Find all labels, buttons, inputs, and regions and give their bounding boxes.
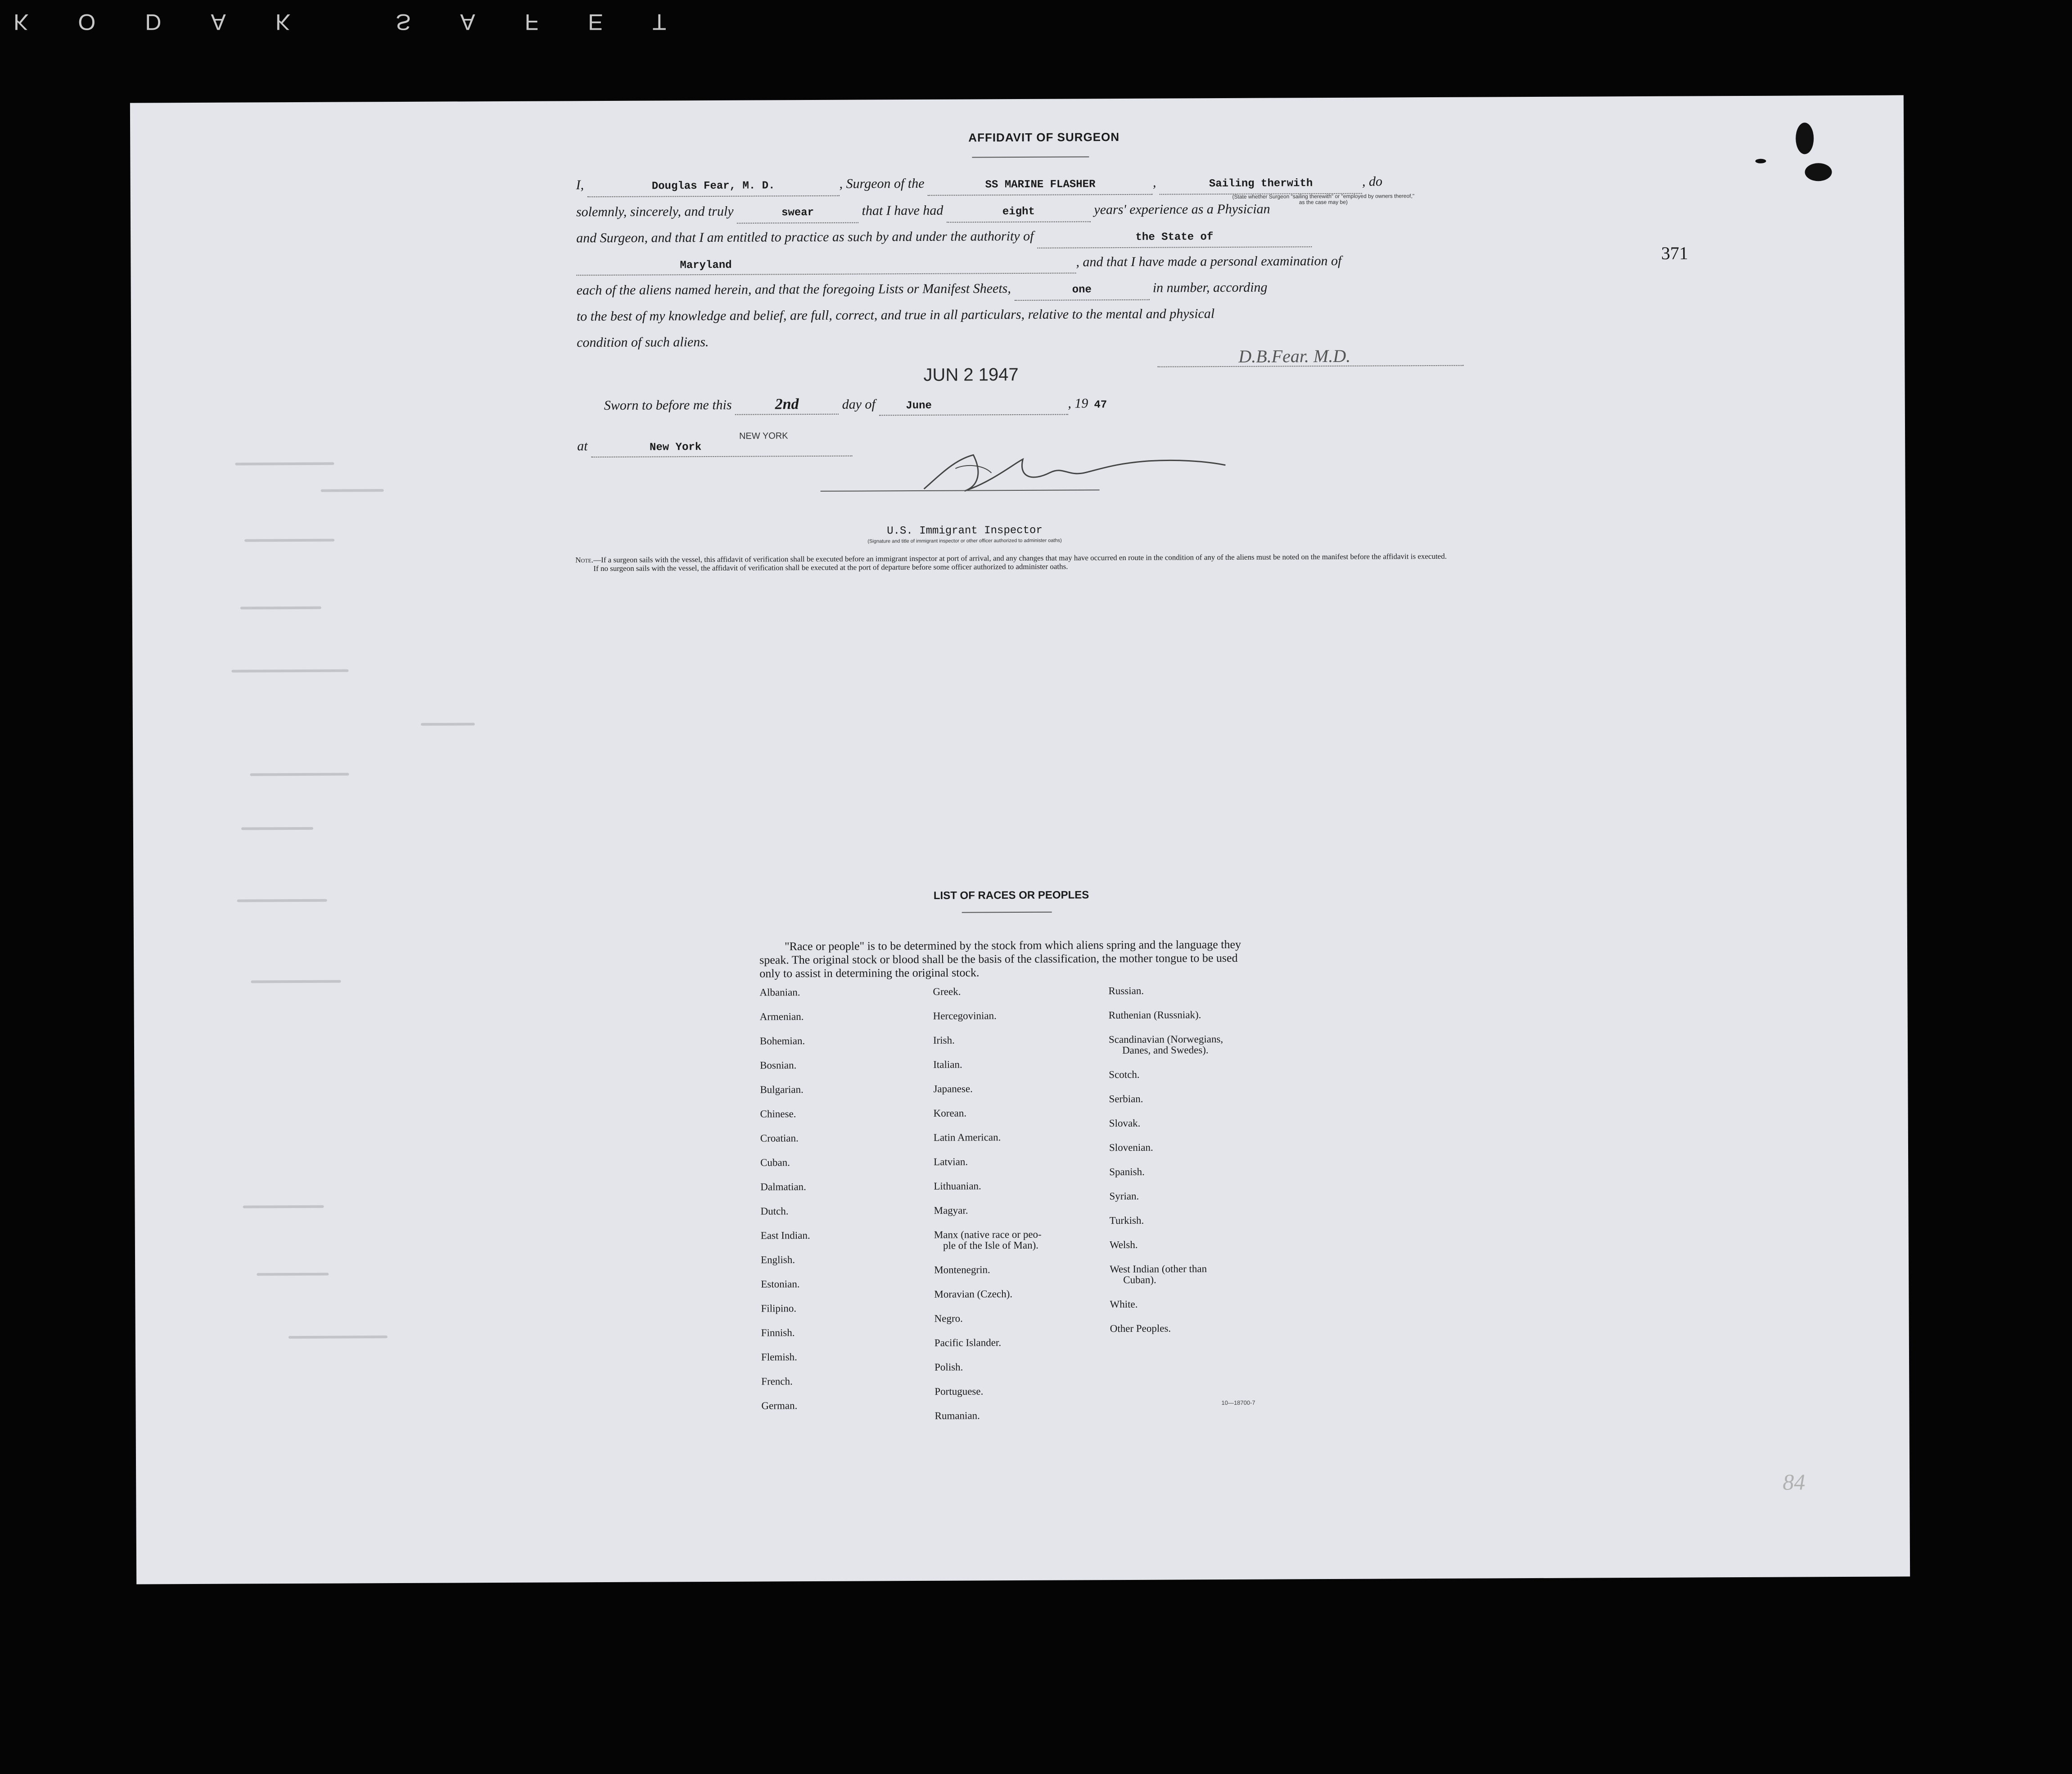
affidavit-line-4 — [576, 253, 1476, 276]
film-edge-marking: KODAK SAFET — [14, 9, 716, 35]
race-item: Scotch. — [1109, 1068, 1140, 1081]
bleed-through-mark — [241, 827, 313, 830]
surgeon-signature: D.B.Fear. M.D. — [1238, 345, 1351, 367]
affidavit-word: day of — [842, 397, 876, 412]
race-item: Pacific Islander. — [934, 1337, 1002, 1349]
sheets-count-field: one — [1014, 283, 1149, 301]
sailing-status-caption: (State whether Surgeon "sailing therewith" or "employed by owners thereof," as the case may be) — [1232, 193, 1415, 206]
race-item: Other Peoples. — [1110, 1322, 1171, 1335]
affidavit-line-3 — [576, 227, 1476, 251]
race-item: Chinese. — [760, 1108, 796, 1120]
race-item: Polish. — [934, 1361, 963, 1373]
race-item: Flemish. — [761, 1351, 797, 1363]
race-item: Filipino. — [761, 1303, 797, 1314]
race-item: Bulgarian. — [760, 1084, 804, 1095]
affidavit-word: I, — [576, 177, 584, 193]
race-item: Hercegovinian. — [933, 1010, 997, 1022]
note-text-2: If no surgeon sails with the vessel, the affidavit of verification shall be executed at the port of departure before some officer authorized to administer oaths. — [593, 562, 1068, 573]
race-item: Cuban. — [760, 1157, 790, 1168]
sworn-place-field: New York — [591, 440, 852, 458]
race-item: Greek. — [933, 986, 961, 997]
sworn-month-field: June — [879, 399, 1068, 416]
race-item: Moravian (Czech). — [934, 1288, 1013, 1300]
inspector-caption: (Signature and title of immigrant inspector or other officer authorized to administer oaths) — [867, 538, 1062, 544]
race-item: English. — [761, 1254, 795, 1266]
affidavit-note — [575, 552, 1480, 573]
race-item: Manx (native race or peo- — [934, 1228, 1042, 1240]
bleed-through-mark — [321, 489, 384, 492]
race-item: East Indian. — [760, 1230, 810, 1241]
race-item: Danes, and Swedes). — [1122, 1044, 1209, 1056]
authority-field: the State of — [1037, 230, 1312, 249]
affidavit-word: , 19 — [1068, 396, 1088, 411]
form-number: 10—18700-7 — [1221, 1399, 1255, 1407]
affidavit-word: , — [1152, 175, 1156, 190]
date-stamp: JUN 2 1947 — [923, 365, 1019, 385]
race-item: White. — [1110, 1298, 1138, 1310]
surgeon-name-field: Douglas Fear, M. D. — [587, 179, 840, 197]
bleed-through-mark — [289, 1335, 388, 1339]
affidavit-word: , Surgeon of the — [839, 176, 925, 191]
sworn-year-field: 47 — [1094, 399, 1107, 412]
bleed-through-mark — [235, 462, 334, 466]
bleed-through-mark — [237, 899, 327, 902]
race-item: Latvian. — [934, 1156, 968, 1168]
note-text-1: —If a surgeon sails with the vessel, this affidavit of verification shall be executed before an immigrant inspector at port of arrival, and any changes that may have occurred en route in the condition of any of the aliens must be noted on the manifest before the affidavit is executed. — [593, 552, 1447, 565]
authority-state-field: Maryland — [576, 257, 1076, 276]
bleed-through-mark — [243, 1205, 324, 1208]
race-item: Magyar. — [934, 1204, 968, 1216]
race-item: Ruthenian (Russniak). — [1108, 1009, 1201, 1021]
bleed-through-mark — [240, 606, 321, 610]
bleed-through-mark — [251, 980, 341, 983]
race-item: ple of the Isle of Man). — [943, 1239, 1039, 1251]
race-item: French. — [761, 1376, 793, 1387]
margin-number: 84 — [1783, 1469, 1806, 1495]
ink-smudge — [1805, 163, 1832, 181]
race-item: Latin American. — [933, 1131, 1001, 1143]
race-item: Spanish. — [1109, 1166, 1145, 1178]
race-item: Slovak. — [1109, 1117, 1141, 1129]
oath-field: swear — [737, 206, 858, 224]
sailing-status-field: Sailing therwith — [1160, 177, 1362, 195]
race-item: Korean. — [933, 1107, 967, 1119]
races-list-title: LIST OF RACES OR PEOPLES — [933, 889, 1089, 902]
race-item: Dalmatian. — [760, 1181, 806, 1193]
page-number: 371 — [1661, 243, 1688, 263]
race-item: German. — [761, 1400, 798, 1412]
bleed-through-mark — [257, 1273, 329, 1276]
race-item: Negro. — [934, 1312, 963, 1324]
affidavit-title: AFFIDAVIT OF SURGEON — [968, 130, 1120, 145]
race-item: Russian. — [1108, 985, 1144, 997]
race-item: Finnish. — [761, 1327, 795, 1339]
affidavit-word: that I have had — [862, 203, 943, 218]
race-item: Scandinavian (Norwegians, — [1108, 1033, 1223, 1045]
race-item: Dutch. — [760, 1205, 789, 1217]
bleed-through-mark — [244, 539, 334, 542]
ink-smudge — [1755, 159, 1766, 163]
race-item: Bosnian. — [760, 1059, 797, 1071]
race-item: Albanian. — [759, 987, 800, 998]
ink-smudge — [1796, 122, 1814, 154]
inspector-signature — [915, 445, 1230, 496]
affidavit-word: , and that I have made a personal examination of — [1076, 253, 1342, 270]
affidavit-line-2 — [576, 201, 1476, 225]
affidavit-word: solemnly, sincerely, and truly — [576, 204, 734, 220]
race-item: Croatian. — [760, 1132, 799, 1144]
race-item: Japanese. — [933, 1083, 973, 1095]
bleed-through-mark — [231, 670, 348, 673]
bleed-through-mark — [421, 723, 475, 726]
race-item: Estonian. — [761, 1278, 800, 1290]
inspector-title: U.S. Immigrant Inspector — [887, 524, 1043, 538]
race-item: Slovenian. — [1109, 1141, 1153, 1154]
place-stamp: NEW YORK — [739, 431, 788, 441]
sworn-day-field: 2nd — [735, 398, 839, 415]
race-item: West Indian (other than — [1110, 1263, 1207, 1275]
races-title-underline — [962, 912, 1052, 913]
race-item: Italian. — [933, 1059, 962, 1070]
race-item: Armenian. — [759, 1011, 804, 1023]
affidavit-word: years' experience as a Physician — [1094, 201, 1270, 217]
race-item: Portuguese. — [934, 1385, 984, 1397]
affidavit-word: and Surgeon, and that I am entitled to practice as such by and under the authority of — [576, 228, 1034, 246]
race-item: Irish. — [933, 1034, 955, 1046]
vessel-name-field: SS MARINE FLASHER — [928, 178, 1153, 196]
title-underline — [972, 156, 1089, 158]
document-sheet — [130, 95, 1910, 1584]
race-item: Lithuanian. — [934, 1180, 981, 1192]
race-item: Syrian. — [1109, 1190, 1139, 1202]
race-item: Cuban). — [1123, 1274, 1156, 1286]
race-item: Montenegrin. — [934, 1264, 990, 1276]
race-item: Serbian. — [1109, 1093, 1143, 1105]
bleed-through-mark — [250, 773, 349, 776]
affidavit-line-5 — [577, 279, 1477, 303]
affidavit-word: Sworn to before me this — [604, 397, 732, 413]
sworn-line — [604, 394, 1504, 417]
races-intro: "Race or people" is to be determined by the stock from which aliens spring and the language they speak. The original stock or blood shall be the basis of the classification, the mother tongue to be used only to assist in determining the original stock. — [759, 937, 1241, 980]
affidavit-word: at — [577, 439, 588, 454]
race-item: Bohemian. — [759, 1035, 805, 1047]
affidavit-word: in number, according — [1152, 280, 1268, 295]
affidavit-word: each of the aliens named herein, and that the foregoing Lists or Manifest Sheets, — [576, 281, 1011, 298]
affidavit-line-6: to the best of my knowledge and belief, are full, correct, and true in all particulars, relative to the mental and physical — [576, 306, 1215, 324]
race-item: Welsh. — [1109, 1239, 1138, 1251]
race-item: Rumanian. — [934, 1410, 980, 1421]
race-item: Turkish. — [1109, 1214, 1144, 1226]
affidavit-line-7: condition of such aliens. — [577, 335, 709, 350]
note-label: Note. — [575, 556, 594, 565]
years-experience-field: eight — [947, 205, 1091, 222]
affidavit-word: , do — [1362, 174, 1383, 189]
